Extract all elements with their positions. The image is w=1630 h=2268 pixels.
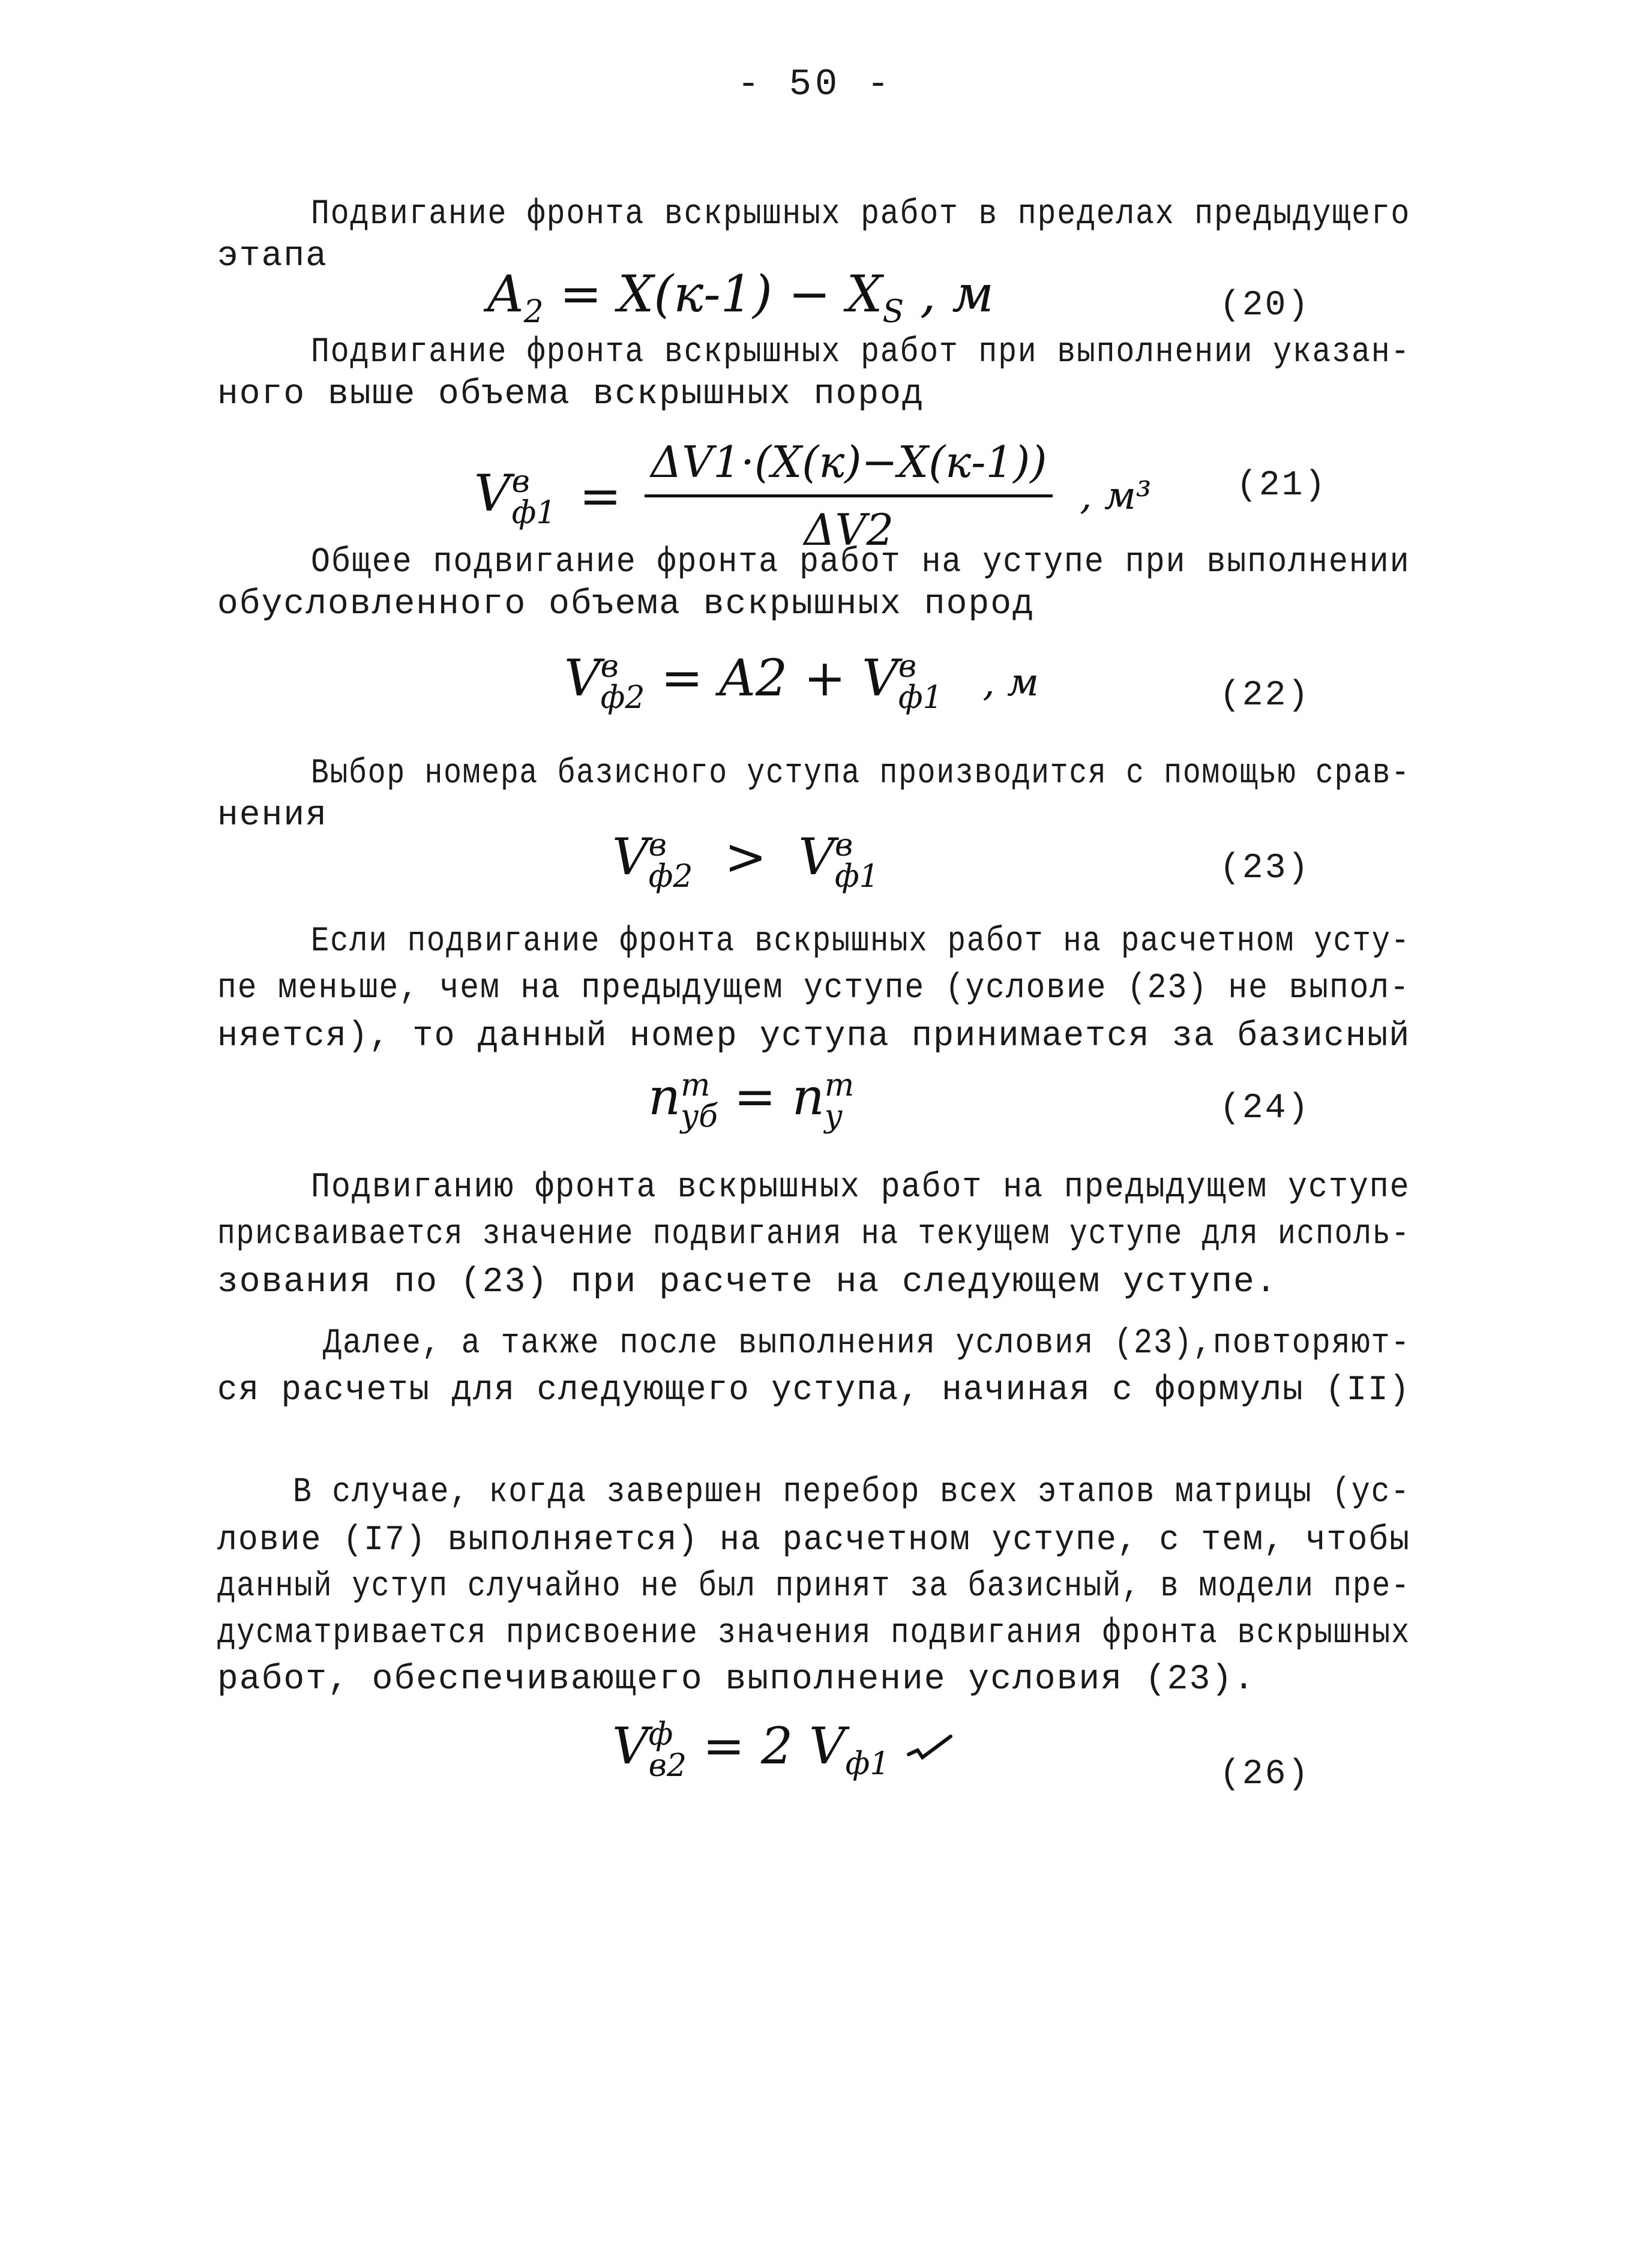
paragraph-1-line-2: этапа — [217, 237, 328, 276]
paragraph-7-line-2: ся расчеты для следующего уступа, начиная с формулы (II) — [217, 1371, 1411, 1410]
paragraph-6-line-3: зования по (23) при расчете на следующем уступе. — [217, 1263, 1278, 1302]
page-number: - 50 - — [737, 63, 893, 106]
paragraph-8-line-3: данный уступ случайно не был принят за базисный, в модели пре- — [217, 1567, 1411, 1606]
paragraph-6-line-2: присваивается значение подвигания на текущем уступе для исполь- — [217, 1215, 1410, 1254]
equation-number-21: (21) — [1236, 466, 1328, 505]
paragraph-6-line-1: Подвиганию фронта вскрышных работ на предыдущем уступе — [311, 1168, 1410, 1207]
equation-number-24: (24) — [1219, 1089, 1311, 1128]
paragraph-5-line-2: пе меньше, чем на предыдущем уступе (условие (23) не выпол- — [217, 969, 1410, 1008]
paragraph-4-line-1: Выбор номера базисного уступа производится с помощью срав- — [311, 754, 1410, 793]
paragraph-2-line-2: ного выше объема вскрышных пород — [217, 375, 924, 414]
formula-26: V ф в2 = 2 $V_{ф1}$ — [612, 1716, 954, 1794]
paragraph-8-line-4: дусматривается присвоение значения подвигания фронта вскрышных — [217, 1614, 1411, 1653]
paragraph-4-line-2: нения — [217, 796, 328, 835]
checkmark-icon — [906, 1716, 954, 1776]
paragraph-8-line-2: ловие (I7) выполняется) на расчетном уступе, с тем, чтобы — [217, 1521, 1411, 1560]
paragraph-5-line-3: няется), то данный номер уступа принимается за базисный — [217, 1017, 1411, 1056]
paragraph-3-line-1: Общее подвигание фронта работ на уступе при выполнении — [311, 543, 1410, 582]
equation-number-20: (20) — [1219, 286, 1311, 325]
formula-24: n m уб = n m у — [648, 1067, 855, 1135]
equation-number-26: (26) — [1219, 1755, 1311, 1794]
paragraph-8-line-5: работ, обеспечивающего выполнение условия (23). — [217, 1660, 1256, 1699]
equation-number-23: (23) — [1219, 849, 1311, 888]
paragraph-5-line-1: Если подвигание фронта вскрышных работ на расчетном усту- — [311, 922, 1410, 961]
formula-22: V в ф2 = A2 + V в ф1 , м — [564, 649, 1039, 716]
formula-23: V в ф2 > V в ф1 — [612, 827, 879, 895]
paragraph-8-line-1: В случае, когда завершен перебор всех этапов матрицы (ус- — [293, 1473, 1410, 1512]
formula-20: $A_2 = X(к-1) - X_S$ , м — [487, 265, 994, 330]
paragraph-7-line-1: Далее, а также после выполнения условия (23),повторяют- — [323, 1324, 1411, 1363]
formula-21-numerator: ΔV1·(X(к)−X(к-1)) — [645, 432, 1053, 497]
formula-21: V в ф1 = $\frac{\Delta V1\cdot(X(к)-X(к-1))}{\Delta V2}$ , м³ — [474, 432, 1152, 560]
equation-number-22: (22) — [1219, 676, 1311, 715]
paragraph-1-line-1: Подвигание фронта вскрышных работ в пределах предыдущего — [311, 195, 1411, 234]
formula-21-denominator: ΔV2 — [804, 505, 894, 555]
paragraph-3-line-2: обусловленного объема вскрышных пород — [217, 585, 1035, 624]
paragraph-2-line-1: Подвигание фронта вскрышных работ при выполнении указан- — [311, 333, 1411, 372]
